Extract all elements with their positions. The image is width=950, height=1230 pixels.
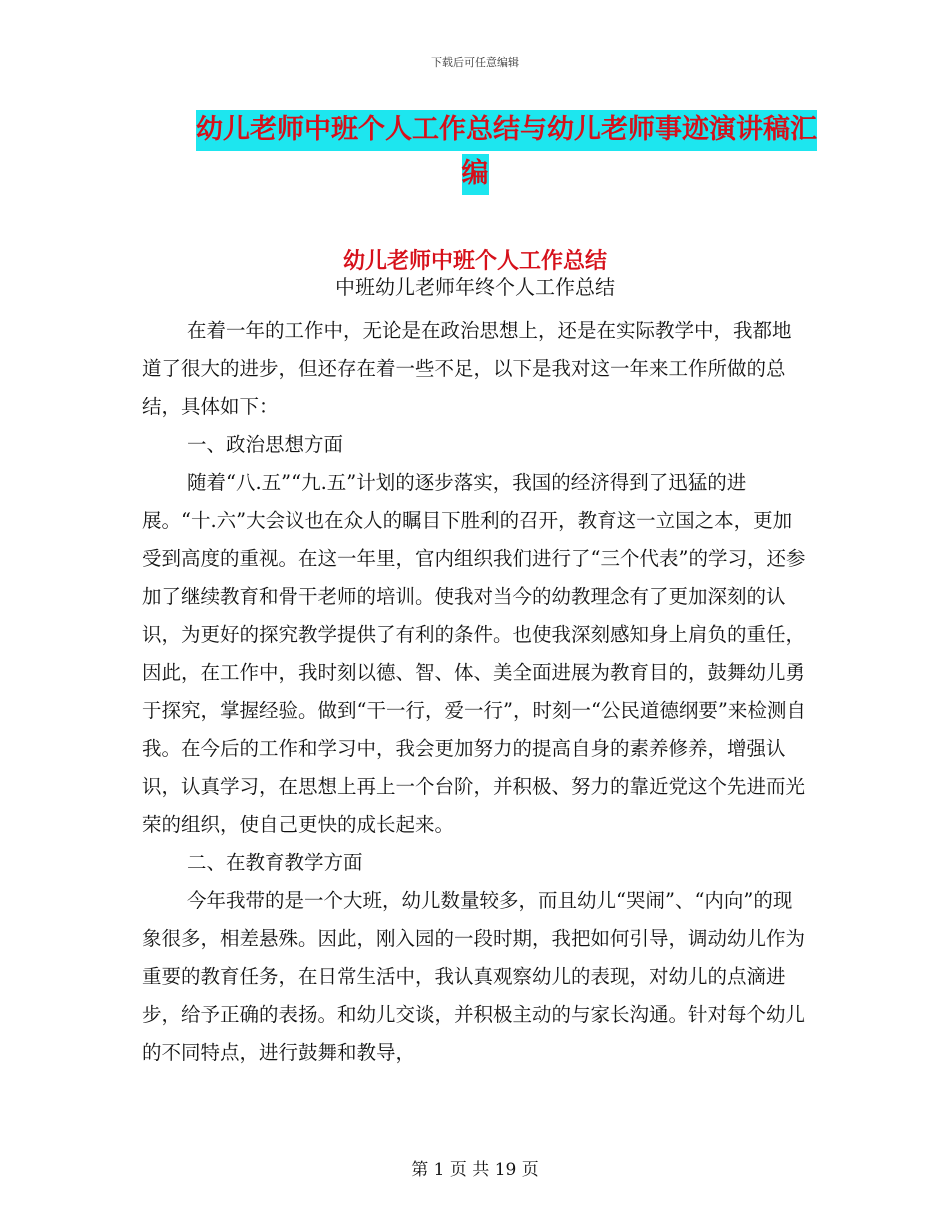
heading-teaching: 二、在教育教学方面 xyxy=(187,851,363,874)
paragraph-teaching: 今年我带的是一个大班，幼儿数量较多，而且幼儿“哭闹”、“内向”的现象很多，相差悬殊。因此，刚入园的一段时期，我把如何引导，调动幼儿作为重要的教育任务，在日常生活中，我认真观察幼儿的表现，对幼儿的点滴进步，给予正确的表扬。和幼儿交谈，并积极主动的与家长沟通。针对每个幼儿的不同特点，进行鼓舞和教导， xyxy=(142,889,806,1064)
document-title-text-1: 幼儿老师中班个人工作总结与幼儿老师事迹演讲稿汇 xyxy=(196,110,817,151)
paragraph-political: 随着“八.五”“九.五”计划的逐步落实，我国的经济得到了迅猛的进展。“十.六”大会议也在众人的瞩目下胜利的召开，教育这一立国之本，更加受到高度的重视。在这一年里，官内组织我们进行了“三个代表”的学习，还参加了继续教育和骨干老师的培训。使我对当今的幼教理念有了更加深刻的认识，为更好的探究教学提供了有利的条件。也使我深刻感知身上肩负的重任，因此，在工作中，我时刻以德、智、体、美全面进展为教育目的，鼓舞幼儿勇于探究，掌握经验。做到“干一行，爱一行”，时刻一“公民道德纲要”来检测自我。在今后的工作和学习中，我会更加努力的提高自身的素养修养，增强认识，认真学习，在思想上再上一个台阶，并积极、努力的靠近党这个先进而光荣的组织，使自己更快的成长起来。 xyxy=(142,471,806,836)
document-title-line-2 xyxy=(0,160,950,187)
heading-political: 一、政治思想方面 xyxy=(187,433,344,456)
paragraph-intro: 在着一年的工作中，无论是在政治思想上，还是在实际教学中，我都地道了很大的进步，但还存在着一些不足，以下是我对这一年来工作所做的总结，具体如下： xyxy=(142,319,792,418)
section-title: 幼儿老师中班个人工作总结 xyxy=(342,248,607,274)
document-title-text-2: 编 xyxy=(462,154,489,195)
section-subtitle: 中班幼儿老师年终个人工作总结 xyxy=(335,275,615,299)
document-title-line-1 xyxy=(0,116,950,143)
document-body xyxy=(142,312,808,1072)
page-header-note: 下载后可任意编辑 xyxy=(431,56,519,69)
page-footer-number: 第 1 页 共 19 页 xyxy=(411,1160,539,1180)
